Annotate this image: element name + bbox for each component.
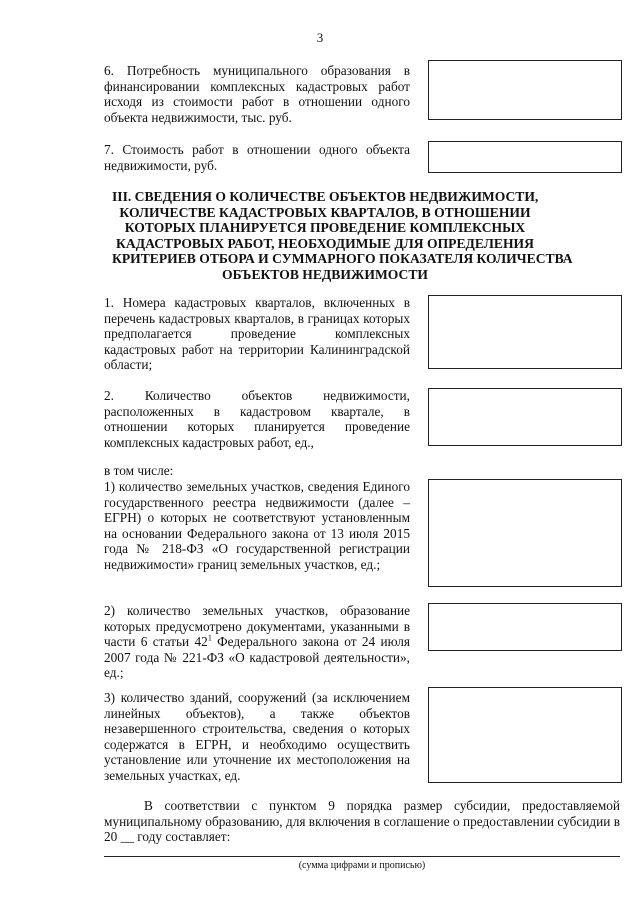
including-label: в том числе: [104, 463, 174, 478]
section-3-heading-line: КОТОРЫХ ПЛАНИРУЕТСЯ ПРОВЕДЕНИЕ КОМПЛЕКСНЫХ [124, 220, 526, 236]
section-3-item-2-input-box[interactable] [428, 388, 622, 446]
page-number: 3 [316, 30, 324, 45]
item-6-input-box[interactable] [428, 60, 622, 120]
sub-item-2-text-a: 2) количество земельных участков, образование которых предусмотрено документами, указанными в части 6 статьи 42 [104, 603, 410, 650]
item-7-label: 7. Стоимость работ в отношении одного объекта недвижимости, руб. [104, 142, 410, 173]
sub-item-2-label [104, 603, 410, 681]
subsidy-paragraph-text: В соответствии с пунктом 9 порядка размер субсидии, предоставляемой муниципальному образованию, для включения в соглашение о предоставлении субсидии в 20 __ году составляет: [104, 798, 620, 845]
item-6-label: 6. Потребность муниципального образования в финансировании комплексных кадастровых работ исходя из стоимости работ в отношении одного объекта недвижимости, тыс. руб. [104, 63, 410, 125]
section-3-heading-line: ОБЪЕКТОВ НЕДВИЖИМОСТИ [222, 266, 428, 282]
sub-item-3-input-box[interactable] [428, 687, 622, 783]
item-7-input-box[interactable] [428, 141, 622, 173]
sum-entry-line[interactable] [104, 856, 620, 857]
section-3-heading [112, 189, 573, 283]
section-3-heading-line: КОЛИЧЕСТВЕ КАДАСТРОВЫХ КВАРТАЛОВ, В ОТНОШЕНИИ [119, 204, 531, 220]
sub-item-2-text-b: Федерального закона от 24 июля 2007 года № 221-ФЗ «О кадастровой деятельности», ед.; [104, 634, 411, 681]
sub-item-2-input-box[interactable] [428, 603, 622, 651]
superscript-one: 1 [207, 633, 212, 643]
sub-item-1-input-box[interactable] [428, 479, 622, 587]
section-3-heading-line: III. СВЕДЕНИЯ О КОЛИЧЕСТВЕ ОБЪЕКТОВ НЕДВИЖИМОСТИ, [112, 189, 539, 204]
section-3-heading-line: КРИТЕРИЕВ ОТБОРА И СУММАРНОГО ПОКАЗАТЕЛЯ КОЛИЧЕСТВА [112, 251, 573, 267]
section-3-item-1-label: 1. Номера кадастровых кварталов, включенных в перечень кадастровых кварталов, в границах которых предполагается проведение комплексных кадастровых работ на территории Калининградской области; [104, 295, 410, 373]
sum-caption: (сумма цифрами и прописью) [298, 860, 426, 871]
sub-item-1-label: 1) количество земельных участков, сведения Единого государственного реестра недвижимости (далее – ЕГРН) о которых не соответствуют установленным на основании Федерального закона от 13 июля 2015 года № 218-ФЗ «О государственной регистрации недвижимости» границ земельных участков, ед.; [104, 479, 410, 572]
section-3-item-2-label: 2. Количество объектов недвижимости, расположенных в кадастровом квартале, в отношении которых планируется проведение комплексных кадастровых работ, ед., [104, 388, 410, 450]
section-3-heading-line: КАДАСТРОВЫХ РАБОТ, НЕОБХОДИМЫЕ ДЛЯ ОПРЕДЕЛЕНИЯ [116, 235, 534, 251]
section-3-item-1-input-box[interactable] [428, 295, 622, 369]
sub-item-3-label: 3) количество зданий, сооружений (за исключением линейных объектов), а также объектов незавершенного строительства, сведения о которых содержатся в ЕГРН, и необходимо осуществить установление или уточнение их местоположения на земельных участках, ед. [104, 690, 410, 783]
subsidy-paragraph [104, 798, 620, 845]
